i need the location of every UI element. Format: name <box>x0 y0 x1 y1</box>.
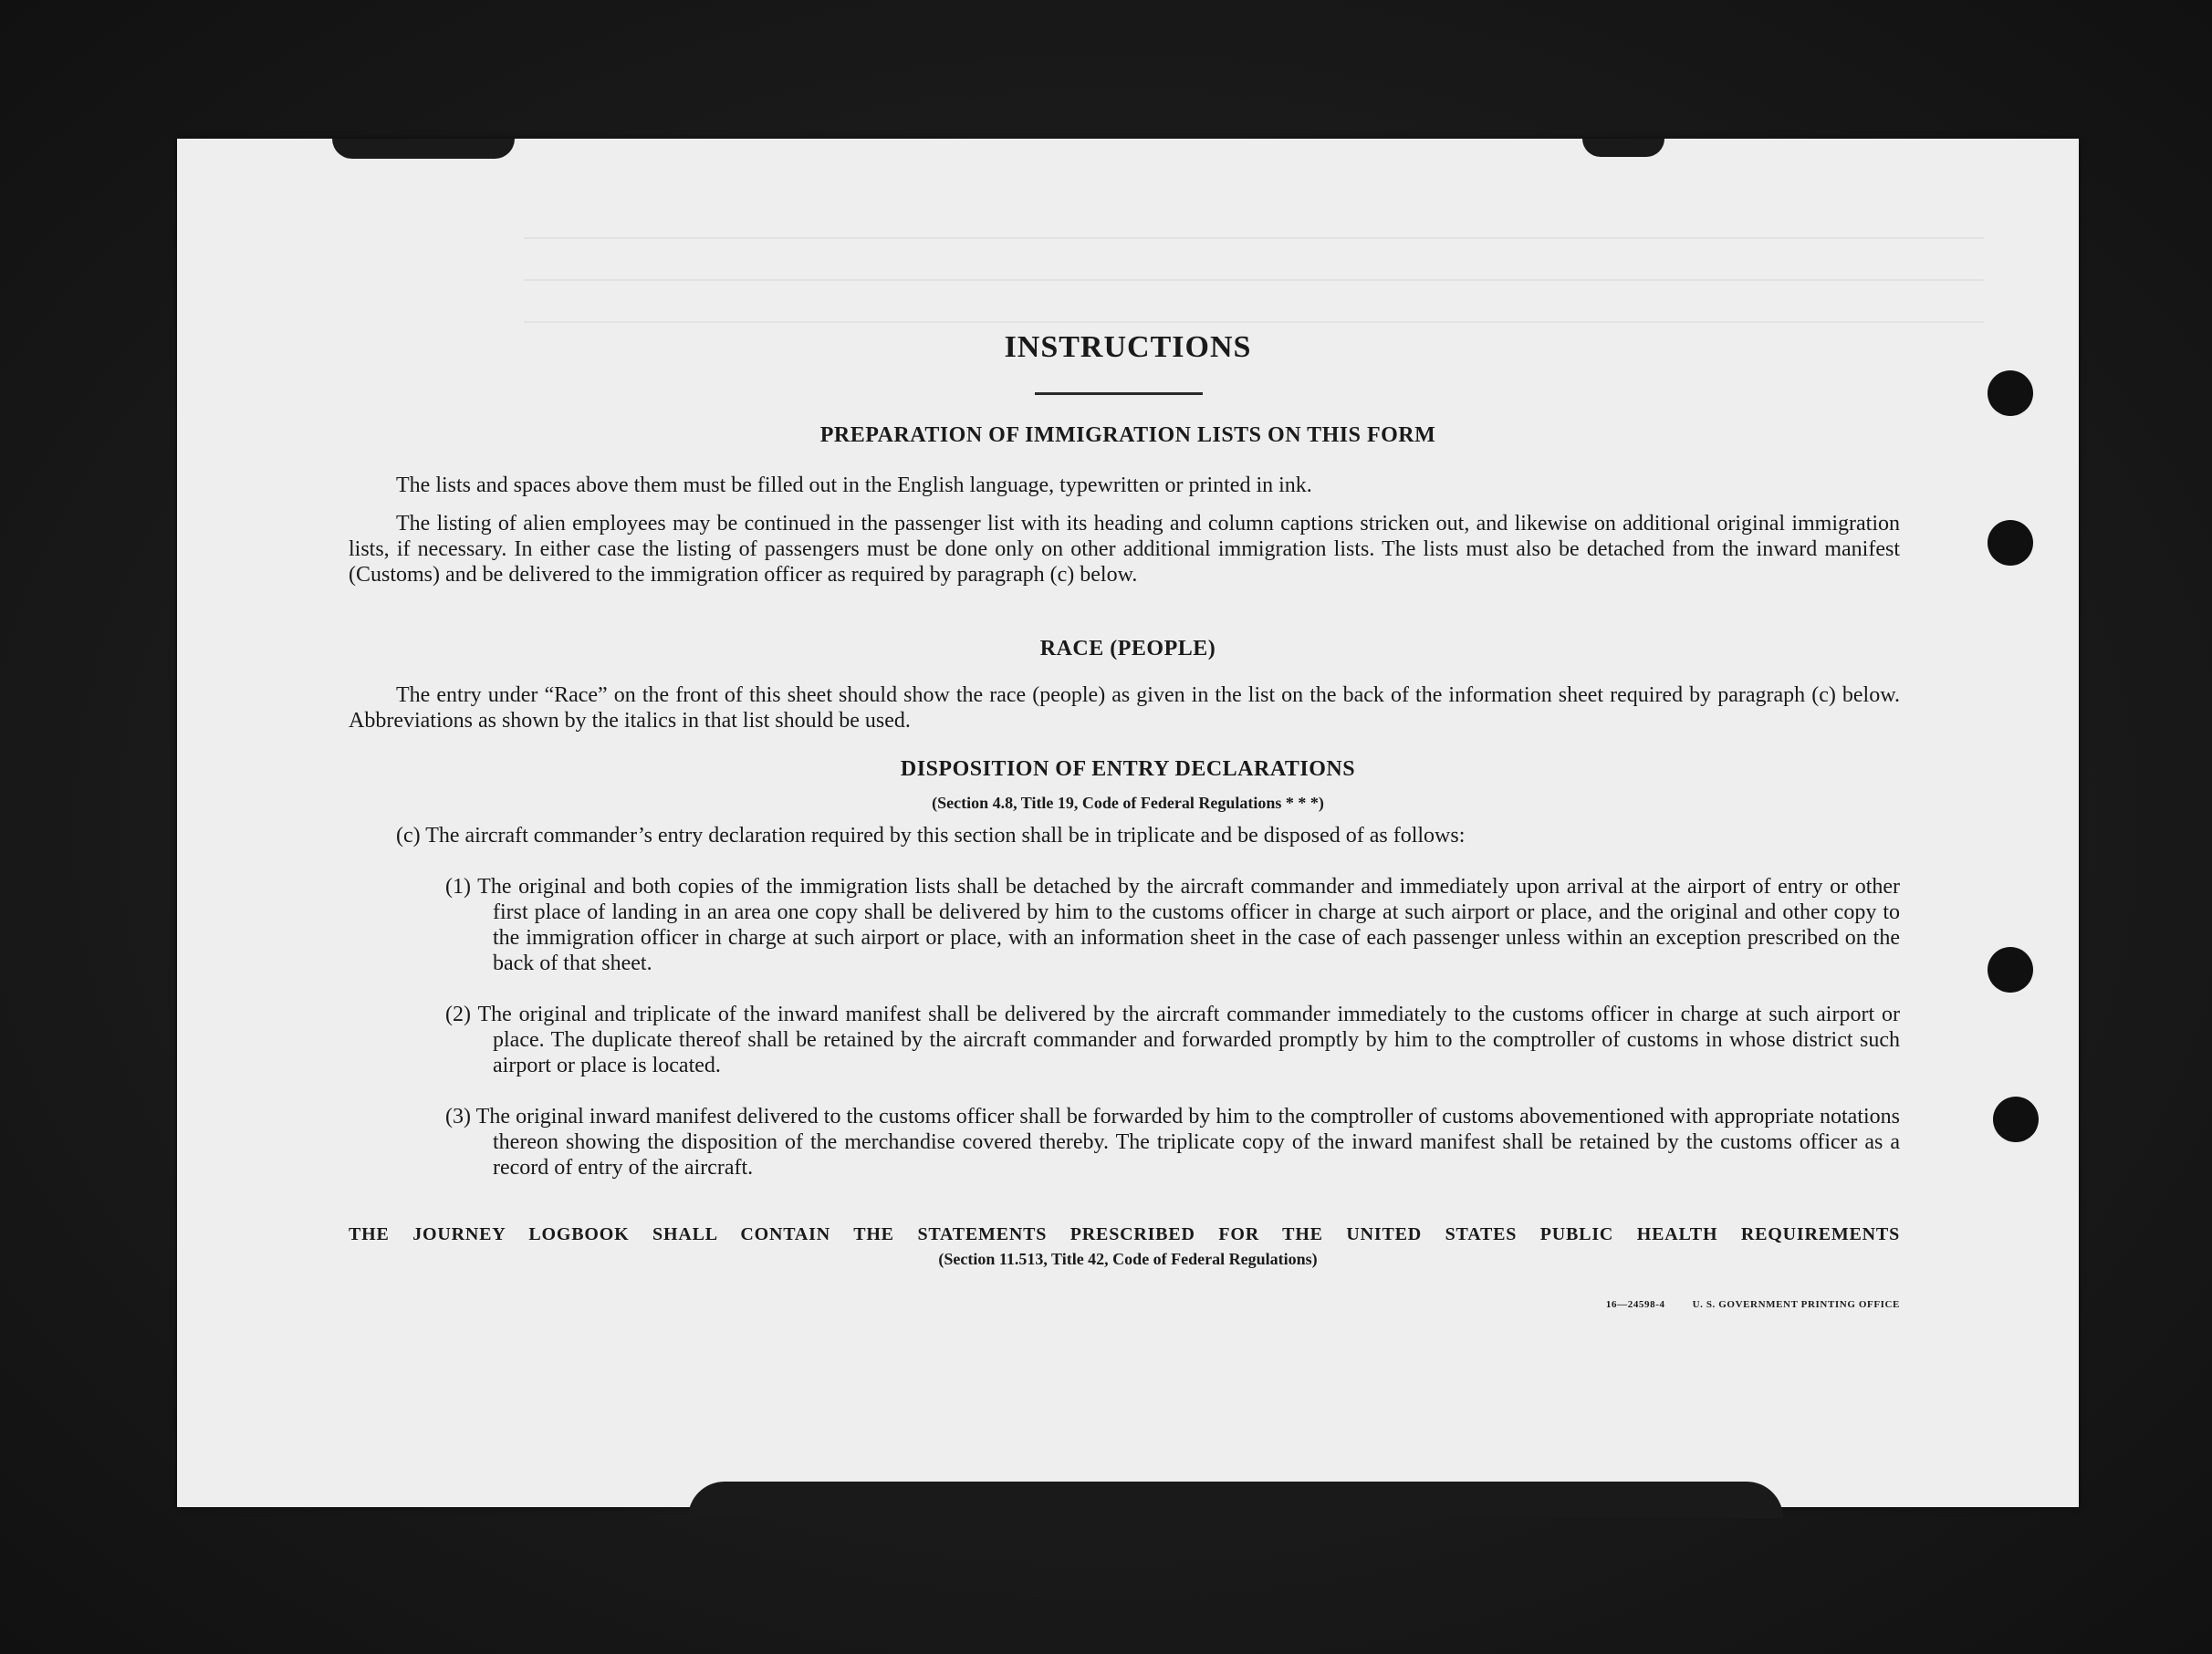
disposition-citation: (Section 4.8, Title 19, Code of Federal Regulations * * *) <box>932 794 1324 812</box>
health-requirements-citation: (Section 11.513, Title 42, Code of Federal Regulations) <box>938 1250 1318 1268</box>
disposition-heading: DISPOSITION OF ENTRY DECLARATIONS <box>900 757 1356 781</box>
race-heading: RACE (PEOPLE) <box>1039 637 1216 661</box>
preparation-paragraph-2: The listing of alien employees may be continued in the passenger list with its heading and column captions stricken out, and likewise on additional original immigration lists, if necessary. In either case the listing of passengers must be done only on other additional immigration lists. The lists must also be detached from the inward manifest (Customs) and be delivered to the immigration officer as required by paragraph (c) below. <box>349 512 1900 587</box>
title-underline <box>1035 392 1203 395</box>
printer-footer <box>1546 1299 1900 1310</box>
health-requirements-statement: THE JOURNEY LOGBOOK SHALL CONTAIN THE STATEMENTS PRESCRIBED FOR THE UNITED STATES PUBLIC HEALTH REQUIREMENTS <box>349 1224 1900 1244</box>
disposition-item-3: (3) The original inward manifest delivered to the customs officer shall be forwarded by him to the comptroller of customs abovementioned with appropriate notations thereon showing the disposition of the merchandise covered thereby. The triplicate copy of the inward manifest shall be retained by the customs officer as a record of entry of the aircraft. <box>445 1105 1900 1180</box>
disposition-item-1: (1) The original and both copies of the immigration lists shall be detached by the aircraft commander and immediately upon arrival at the airport of entry or other first place of landing in an area one copy shall be delivered by him to the customs officer in charge at such airport or place, and the original and other copy to the immigration officer in charge at such airport or place, with an information sheet in the case of each passenger unless within an exception prescribed on the back of that sheet. <box>445 875 1900 975</box>
disposition-item-2: (2) The original and triplicate of the inward manifest shall be delivered by the aircraft commander immediately to the customs officer in charge at such airport or place. The duplicate thereof shall be retained by the aircraft commander and forwarded promptly by him to the comptroller of customs in whose district such airport or place is located. <box>445 1003 1900 1077</box>
preparation-heading: PREPARATION OF IMMIGRATION LISTS ON THIS FORM <box>819 423 1436 447</box>
torn-edge-notch <box>332 139 515 159</box>
punch-hole <box>1988 520 2033 566</box>
punch-hole <box>1988 370 2033 416</box>
bleed-through-texture <box>524 203 1984 348</box>
printer-name: U. S. GOVERNMENT PRINTING OFFICE <box>1692 1299 1900 1310</box>
page-title: INSTRUCTIONS <box>1004 330 1252 364</box>
race-paragraph: The entry under “Race” on the front of this sheet should show the race (people) as given in the list on the back of the information sheet required by paragraph (c) below. Abbreviations as shown by the italics in that list should be used. <box>349 683 1900 733</box>
paragraph-c-intro: (c) The aircraft commander’s entry declaration required by this section shall be in triplicate and be disposed of as follows: <box>396 824 1466 848</box>
torn-edge-notch <box>1582 139 1664 157</box>
punch-hole <box>1993 1097 2039 1142</box>
punch-hole <box>1988 947 2033 993</box>
preparation-paragraph-1: The lists and spaces above them must be filled out in the English language, typewritten or printed in ink. <box>396 473 1312 497</box>
torn-edge-notch <box>688 1482 1783 1518</box>
document-page <box>177 139 2079 1507</box>
form-number: 16—24598-4 <box>1605 1299 1665 1310</box>
